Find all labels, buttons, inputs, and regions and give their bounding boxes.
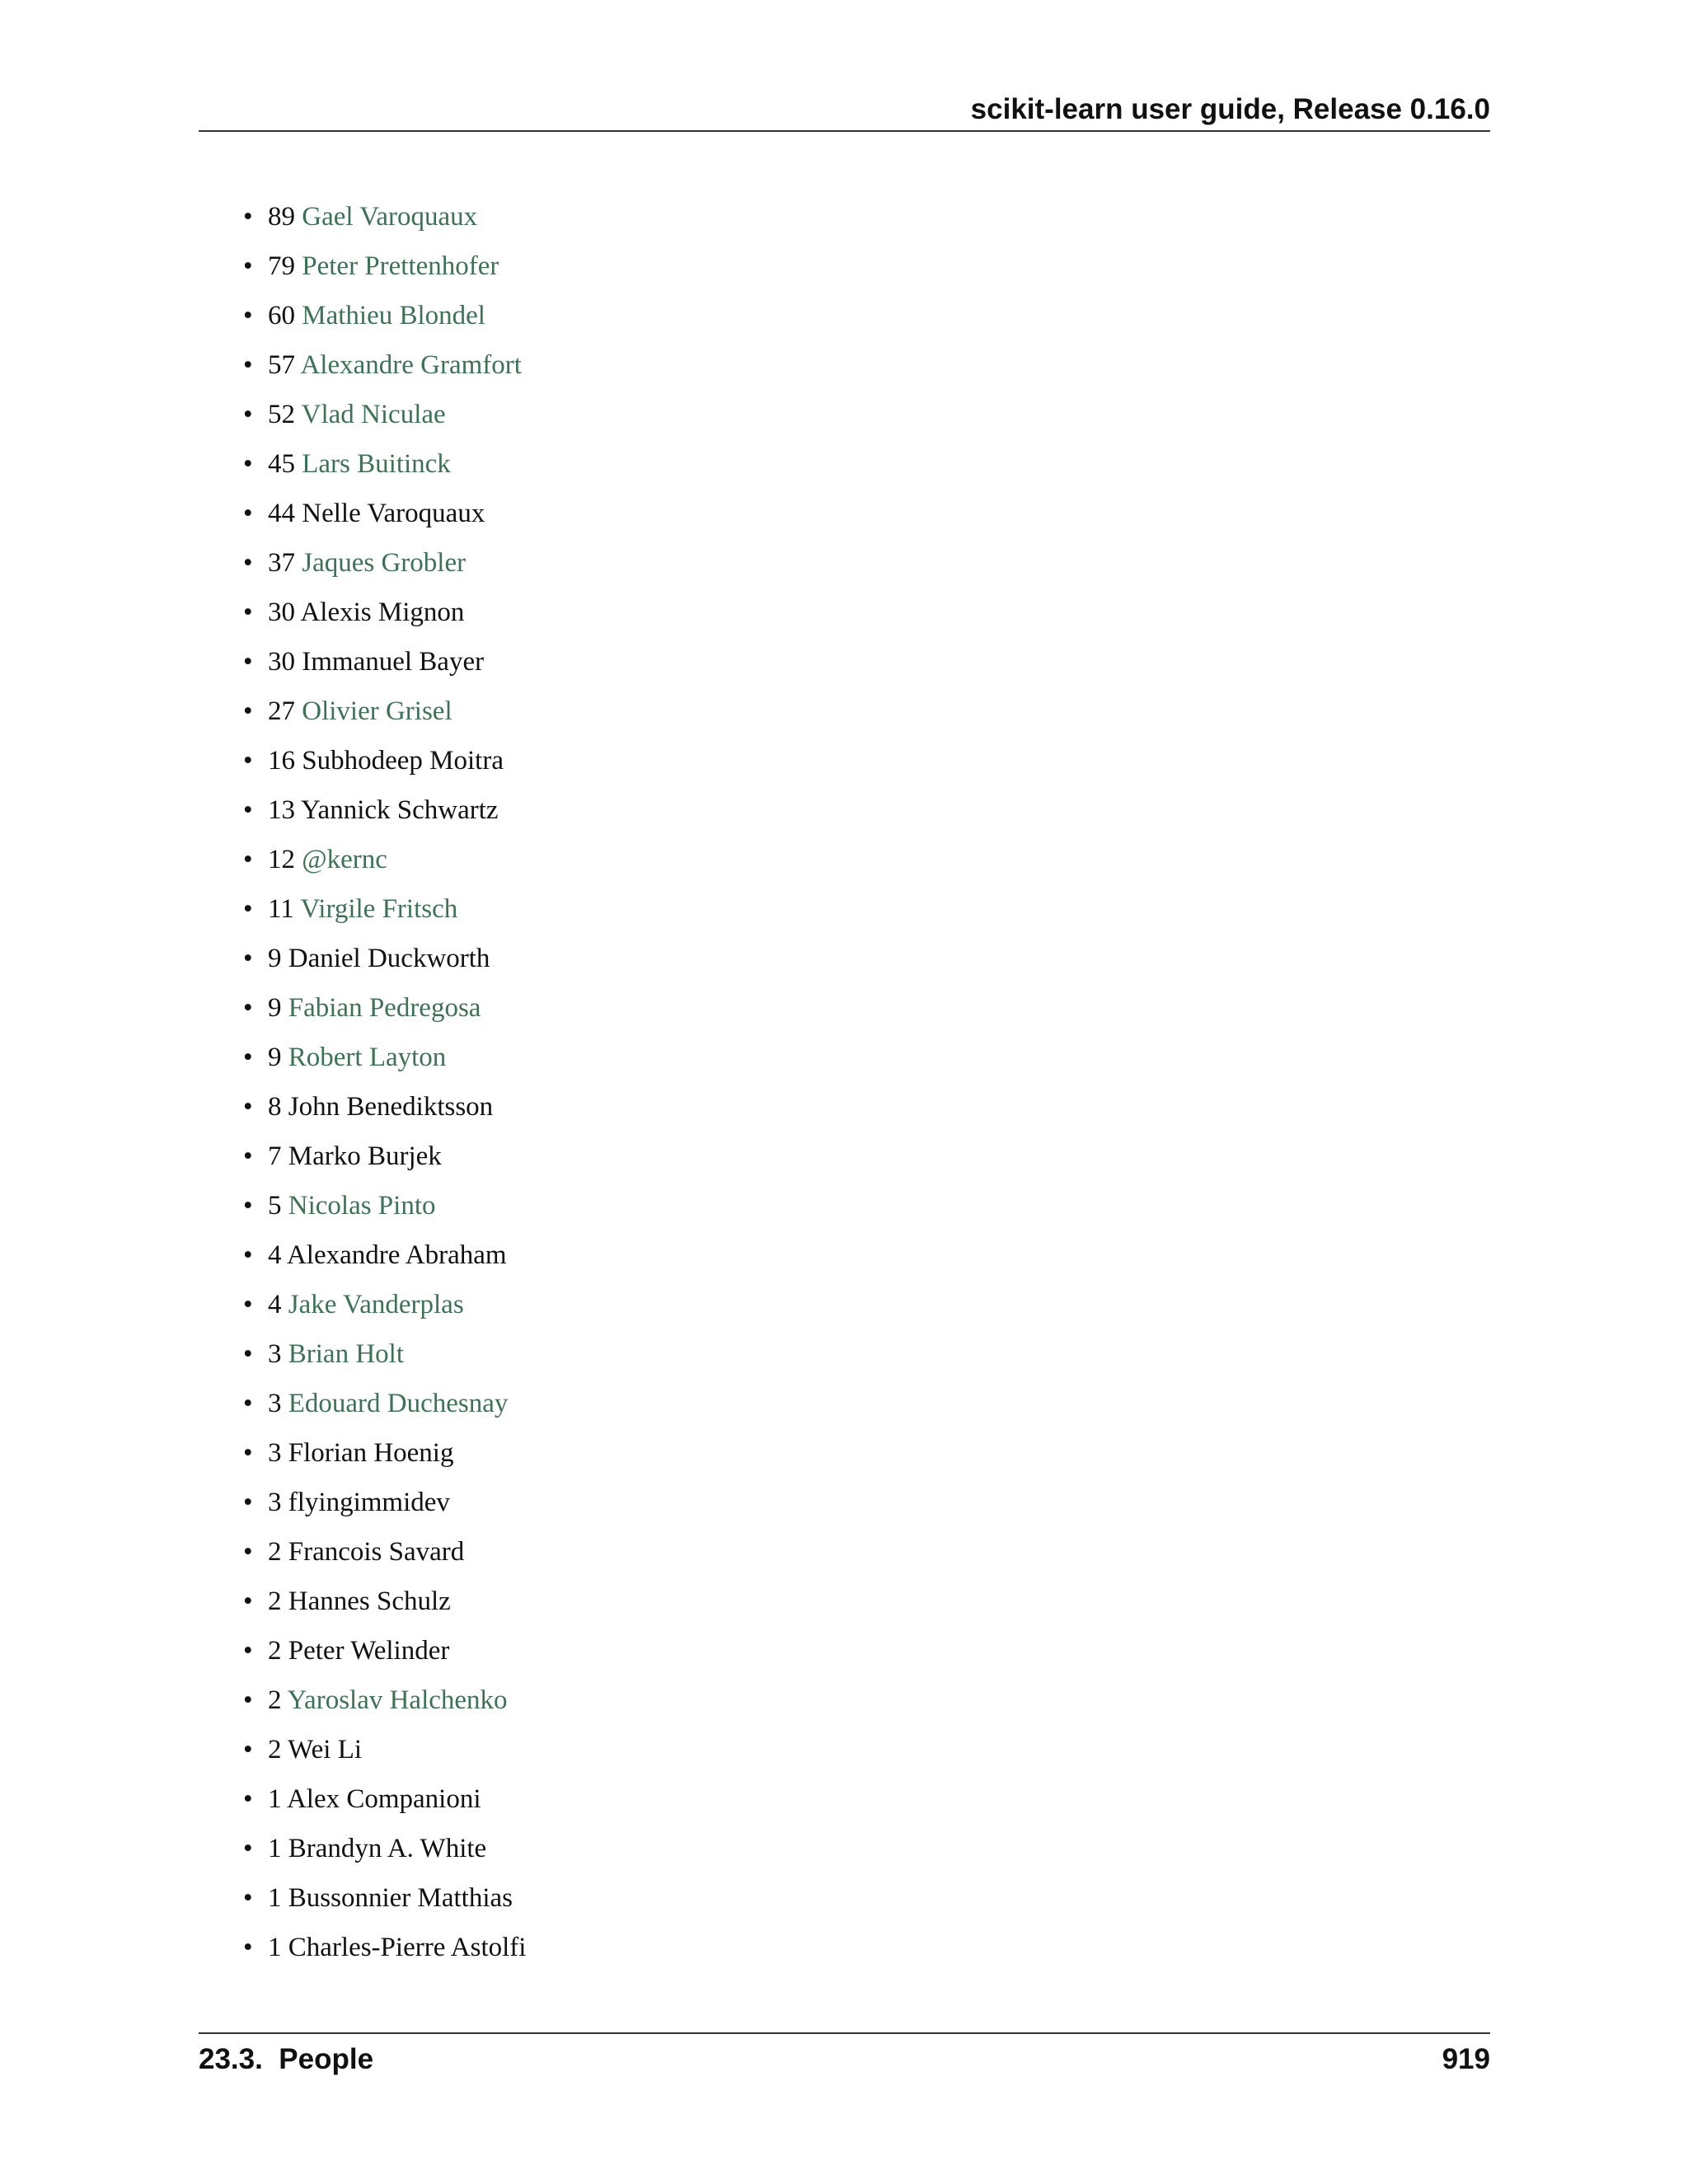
commit-count: 79	[268, 251, 295, 281]
bullet-icon: •	[243, 1290, 253, 1319]
bullet-icon: •	[243, 449, 253, 479]
bullet-icon: •	[243, 202, 253, 232]
commit-count: 9	[268, 993, 282, 1023]
bullet-icon: •	[243, 993, 253, 1023]
bullet-icon: •	[243, 845, 253, 874]
page-header	[199, 92, 1490, 132]
commit-count: 13	[268, 795, 295, 825]
contributor-item	[243, 884, 526, 934]
page-number: 919	[1442, 2043, 1490, 2075]
contributor-name: Alexis Mignon	[300, 598, 465, 627]
contributor-item	[243, 1577, 526, 1626]
bullet-icon: •	[243, 696, 253, 726]
contributor-name-link[interactable]: Yaroslav Halchenko	[287, 1685, 508, 1715]
bullet-icon: •	[243, 1933, 253, 1962]
commit-count: 30	[268, 647, 295, 677]
bullet-icon: •	[243, 944, 253, 973]
commit-count: 2	[268, 1586, 282, 1616]
bullet-icon: •	[243, 894, 253, 924]
bullet-icon: •	[243, 1043, 253, 1072]
contributor-item	[243, 241, 526, 291]
commit-count: 1	[268, 1834, 282, 1863]
contributor-item	[243, 439, 526, 489]
bullet-icon: •	[243, 1389, 253, 1418]
bullet-icon: •	[243, 598, 253, 627]
bullet-icon: •	[243, 1735, 253, 1765]
contributor-name-link[interactable]: Lars Buitinck	[302, 449, 451, 479]
bullet-icon: •	[243, 400, 253, 429]
contributor-item	[243, 1824, 526, 1873]
commit-count: 27	[268, 696, 295, 726]
commit-count: 7	[268, 1141, 282, 1171]
bullet-icon: •	[243, 647, 253, 677]
contributor-item	[243, 588, 526, 637]
contributor-item	[243, 1725, 526, 1774]
page-footer	[199, 2032, 1490, 2083]
commit-count: 89	[268, 202, 295, 232]
contributor-name: Francois Savard	[288, 1537, 465, 1567]
contributor-name-link[interactable]: Jaques Grobler	[302, 548, 467, 578]
contributor-name: John Benediktsson	[288, 1092, 494, 1122]
bullet-icon: •	[243, 746, 253, 776]
contributor-name-link[interactable]: Alexandre Gramfort	[300, 350, 522, 380]
contributor-item	[243, 340, 526, 390]
bullet-icon: •	[243, 1784, 253, 1814]
contributor-name-link[interactable]: Brian Holt	[288, 1339, 404, 1369]
commit-count: 16	[268, 746, 295, 776]
contributor-name-link[interactable]: Nicolas Pinto	[288, 1191, 436, 1221]
bullet-icon: •	[243, 1636, 253, 1666]
contributor-name: Brandyn A. White	[288, 1834, 487, 1863]
contributor-item	[243, 192, 526, 241]
contributor-item	[243, 1280, 526, 1329]
running-header-title: scikit-learn user guide, Release 0.16.0	[970, 93, 1490, 125]
contributor-name-link[interactable]: Fabian Pedregosa	[288, 993, 481, 1023]
commit-count: 3	[268, 1339, 282, 1369]
contributor-name: flyingimmidev	[288, 1488, 450, 1517]
bullet-icon: •	[243, 548, 253, 578]
commit-count: 37	[268, 548, 295, 578]
contributor-item	[243, 1675, 526, 1725]
contributor-name-link[interactable]: Mathieu Blondel	[302, 301, 485, 330]
contributor-name-link[interactable]: Edouard Duchesnay	[288, 1389, 509, 1418]
contributor-item	[243, 1230, 526, 1280]
commit-count: 9	[268, 944, 282, 973]
bullet-icon: •	[243, 499, 253, 528]
commit-count: 1	[268, 1883, 282, 1913]
bullet-icon: •	[243, 1339, 253, 1369]
contributor-item	[243, 1082, 526, 1132]
contributor-name: Marko Burjek	[288, 1141, 442, 1171]
footer-section-title: 23.3. People	[199, 2043, 374, 2075]
contributor-name-link[interactable]: Vlad Niculae	[301, 400, 446, 429]
bullet-icon: •	[243, 1586, 253, 1616]
contributor-name: Yannick Schwartz	[301, 795, 499, 825]
bullet-icon: •	[243, 1092, 253, 1122]
contributor-name-link[interactable]: Jake Vanderplas	[288, 1290, 464, 1319]
commit-count: 3	[268, 1389, 282, 1418]
contributor-item	[243, 1379, 526, 1428]
contributor-name: Daniel Duckworth	[288, 944, 490, 973]
contributor-item	[243, 1923, 526, 1972]
contributor-name-link[interactable]: Peter Prettenhofer	[302, 251, 499, 281]
commit-count: 4	[268, 1240, 282, 1270]
contributor-name: Florian Hoenig	[288, 1438, 454, 1468]
contributor-item	[243, 489, 526, 538]
bullet-icon: •	[243, 350, 253, 380]
commit-count: 12	[268, 845, 295, 874]
commit-count: 1	[268, 1933, 282, 1962]
contributor-item	[243, 1626, 526, 1675]
contributor-item	[243, 1428, 526, 1478]
bullet-icon: •	[243, 795, 253, 825]
contributor-name: Wei Li	[288, 1735, 363, 1765]
contributor-item	[243, 1774, 526, 1824]
contributor-name: Bussonnier Matthias	[288, 1883, 513, 1913]
commit-count: 60	[268, 301, 295, 330]
contributor-name: Hannes Schulz	[288, 1586, 451, 1616]
commit-count: 3	[268, 1438, 282, 1468]
contributor-name-link[interactable]: Gael Varoquaux	[302, 202, 478, 232]
commit-count: 11	[268, 894, 294, 924]
contributor-item	[243, 637, 526, 687]
contributor-item	[243, 1873, 526, 1923]
contributor-item	[243, 1132, 526, 1181]
bullet-icon: •	[243, 251, 253, 281]
contributor-item	[243, 390, 526, 439]
contributor-name-link[interactable]: @kernc	[302, 845, 387, 874]
contributor-item	[243, 934, 526, 983]
contributor-item	[243, 785, 526, 835]
contributor-name: Nelle Varoquaux	[302, 499, 485, 528]
contributor-item	[243, 687, 526, 736]
commit-count: 57	[268, 350, 295, 380]
contributor-item	[243, 835, 526, 884]
contributor-name: Charles-Pierre Astolfi	[288, 1933, 527, 1962]
contributor-name: Peter Welinder	[288, 1636, 450, 1666]
contributor-name: Alex Companioni	[286, 1784, 481, 1814]
commit-count: 2	[268, 1685, 282, 1715]
bullet-icon: •	[243, 1685, 253, 1715]
contributor-item	[243, 1181, 526, 1230]
commit-count: 5	[268, 1191, 282, 1221]
contributor-list	[243, 192, 526, 1972]
contributor-name-link[interactable]: Olivier Grisel	[302, 696, 452, 726]
contributor-name: Immanuel Bayer	[302, 647, 485, 677]
commit-count: 1	[268, 1784, 282, 1814]
commit-count: 30	[268, 598, 295, 627]
commit-count: 52	[268, 400, 295, 429]
commit-count: 9	[268, 1043, 282, 1072]
contributor-name: Subhodeep Moitra	[302, 746, 504, 776]
commit-count: 2	[268, 1636, 282, 1666]
commit-count: 2	[268, 1735, 282, 1765]
bullet-icon: •	[243, 1240, 253, 1270]
bullet-icon: •	[243, 1834, 253, 1863]
commit-count: 45	[268, 449, 295, 479]
commit-count: 3	[268, 1488, 282, 1517]
contributor-item	[243, 1478, 526, 1527]
commit-count: 8	[268, 1092, 282, 1122]
commit-count: 4	[268, 1290, 282, 1319]
bullet-icon: •	[243, 1488, 253, 1517]
commit-count: 2	[268, 1537, 282, 1567]
contributor-item	[243, 736, 526, 785]
bullet-icon: •	[243, 301, 253, 330]
bullet-icon: •	[243, 1537, 253, 1567]
contributor-item	[243, 1527, 526, 1577]
bullet-icon: •	[243, 1141, 253, 1171]
contributor-name-link[interactable]: Virgile Fritsch	[300, 894, 458, 924]
contributor-item	[243, 983, 526, 1033]
contributor-item	[243, 291, 526, 340]
bullet-icon: •	[243, 1438, 253, 1468]
contributor-name: Alexandre Abraham	[286, 1240, 507, 1270]
contributor-item	[243, 538, 526, 588]
commit-count: 44	[268, 499, 295, 528]
bullet-icon: •	[243, 1191, 253, 1221]
contributor-name-link[interactable]: Robert Layton	[288, 1043, 447, 1072]
bullet-icon: •	[243, 1883, 253, 1913]
contributor-item	[243, 1329, 526, 1379]
contributor-item	[243, 1033, 526, 1082]
